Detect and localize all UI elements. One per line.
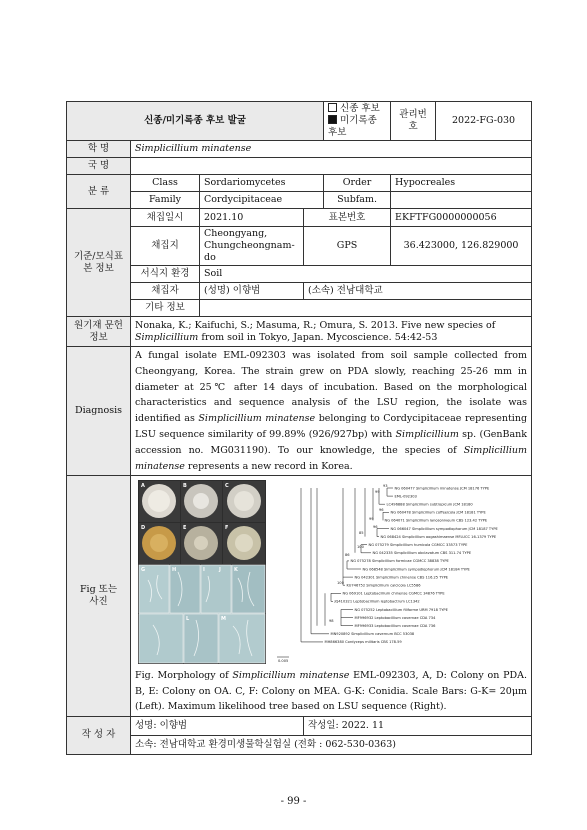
panel-letter: D [141, 525, 146, 532]
bootstrap-value: 99 [375, 490, 380, 495]
other-info-value [200, 300, 532, 317]
tree-taxon-label: EML-092303 [394, 494, 417, 499]
collect-site-line2: Chungcheongnam-do [204, 240, 295, 263]
panel-letter: E [183, 525, 187, 532]
family-value: Cordycipitaceae [200, 192, 324, 209]
specimen-label-line1: 기준/모식표 [73, 250, 124, 262]
checkbox-empty-icon [328, 103, 337, 112]
classification-row-2 [67, 192, 532, 209]
reference-genus: Simplicillium [135, 331, 199, 343]
habitat-label: 서식지 환경 [131, 266, 200, 283]
korean-name-value [131, 158, 532, 175]
panel-letter: K [234, 567, 238, 574]
panel-letter: I [203, 567, 205, 574]
class-label: Class [131, 175, 200, 192]
diagnosis-part4: represents a new record in Korea. [184, 460, 353, 472]
tree-taxon-label: MN920892 Simplicillium cavernum BCC 53038 [330, 632, 415, 637]
reference-label [67, 317, 131, 347]
gps-label: GPS [304, 227, 391, 266]
other-info-label: 기타 정보 [131, 300, 200, 317]
bootstrap-value: 96 [379, 508, 384, 513]
scientific-name-value: Simplicillium minatense [131, 141, 532, 158]
figure-label-line2: 사진 [89, 596, 108, 608]
author-date: 작성일: 2022. 11 [304, 716, 532, 735]
tree-taxon-label: NG 042301 Simplicillium chinense CBS 116.25 TYPE [354, 575, 449, 580]
panel-letter: F [225, 525, 229, 532]
panel-letter: G [141, 567, 146, 574]
panel-letter: J [219, 567, 221, 574]
specimen-label-line2: 본 정보 [83, 262, 114, 274]
subfam-value [391, 192, 532, 209]
figure-cell [131, 476, 532, 717]
panel-letter: B [183, 483, 187, 490]
option-new-species[interactable] [328, 103, 386, 115]
bootstrap-value: 100 [337, 581, 344, 586]
tree-taxon-label: MF996932 Leptobacillium cavernae CDA 734 [354, 616, 436, 621]
collect-site-value [200, 227, 304, 266]
habitat-row [67, 266, 532, 283]
tree-taxon-label: NG 060478 Simplicillium coffeeicola JCM 18181 TYPE [390, 510, 486, 515]
author-name: 성명: 이향범 [131, 716, 304, 735]
habitat-value: Soil [200, 266, 532, 283]
reference-label-line1: 원기재 문헌 [74, 319, 123, 331]
family-label: Family [131, 192, 200, 209]
reference-rest: from soil in Tokyo, Japan. Mycoscience. 54:42-53 [198, 331, 438, 343]
bootstrap-value: 96 [373, 525, 378, 530]
author-row-1 [67, 716, 532, 735]
diagnosis-part3: sp. (GenBank accession no. MG031190). To our knowledge, the species of [135, 428, 528, 456]
tree-scale-label: 0.005 [278, 659, 289, 664]
bootstrap-value: 93 [383, 484, 388, 489]
tree-taxon-label: JQ410321 Leptobacillium leptobactrum LC1342 [334, 600, 420, 605]
page-number: - 99 - [280, 796, 307, 807]
bootstrap-value: 98 [329, 619, 334, 624]
morphology-photo-panel [138, 480, 266, 664]
collect-site-row [67, 227, 532, 266]
tree-taxon-label: MF996933 Leptobacillium cavernae CDA 736 [354, 624, 436, 629]
collect-site-label: 채집지 [131, 227, 200, 266]
species-candidate-form [66, 101, 532, 755]
mgmt-no-label: 관리번호 [391, 102, 436, 141]
caption-part2: EML-092303, A, D: Colony on PDA. B, E: Colony on OA. C, F: Colony on MEA. G-K: Conidia. Scale Bars: G-K= 20μm (Left). Maximum likelihood tree based on LSU sequence (Right). [135, 670, 528, 713]
subfam-label: Subfam. [324, 192, 391, 209]
diagnosis-species1: Simplicillium minatense [198, 413, 316, 425]
reference-line1: Nonaka, K.; Kaifuchi, S.; Masuma, R.; Omura, S. 2013. Five new species of [135, 319, 496, 331]
collector-label: 채집자 [131, 283, 200, 300]
classification-row-1 [67, 175, 532, 192]
specimen-info-label [67, 209, 131, 317]
collector-affiliation: (소속) 전남대학교 [304, 283, 532, 300]
tree-taxon-label: KU746752 Simplicillium calcicola LC5586 [346, 583, 421, 588]
author-label: 작 성 자 [67, 716, 131, 754]
option-unrecorded-label: 미기록종 후보 [328, 115, 377, 138]
tree-taxon-label: NG 066047 Simplicillium sympodiophorum JCM 18187 TYPE [390, 527, 498, 532]
diagnosis-text [131, 347, 532, 476]
diagnosis-genus: Simplicillium [395, 428, 459, 440]
title-row [67, 102, 532, 141]
reference-label-line2: 정보 [89, 331, 108, 343]
phylogenetic-tree [271, 480, 499, 664]
bootstrap-value: 86 [345, 553, 350, 558]
tree-taxon-label: NG 068548 Simplicillium sympodiophorum JCM 18184 TYPE [362, 567, 470, 572]
specimen-no-label: 표본번호 [304, 209, 391, 227]
scientific-name-label: 학 명 [67, 141, 131, 158]
collect-site-line1: Cheongyang, [204, 228, 268, 239]
tree-taxon-label: NG 064071 Simplicillium lanosoniveum CBS 123.42 TYPE [384, 519, 488, 524]
tree-taxon-label: NG 042335 Simplicillium obclavatum CBS 311.74 TYPE [372, 551, 472, 556]
panel-letter: L [186, 616, 190, 623]
classification-label: 분 류 [67, 175, 131, 209]
form-title: 신종/미기록종 후보 발굴 [67, 102, 324, 141]
tree-taxon-label: NG 069101 Leptobacillium chinense CGMCC 34876 TYPE [342, 591, 445, 596]
korean-name-label: 국 명 [67, 158, 131, 175]
figure-label [67, 476, 131, 717]
diagnosis-row [67, 347, 532, 476]
author-affiliation: 소속: 전남대학교 환경미생물학실험실 (전화 : 062-530-0363) [131, 735, 532, 754]
figure-label-line1: Fig 또는 [79, 584, 118, 596]
tree-taxon-label: NG 075278 Simplicillium formicae CGMCC 38838 TYPE [350, 559, 449, 564]
tree-taxon-label: NG 068424 Simplicillium aogashimaense MFLUCC 16-1379 TYPE [380, 535, 497, 540]
other-info-row [67, 300, 532, 317]
author-row-2 [67, 735, 532, 754]
bootstrap-value: 100 [357, 545, 364, 550]
reference-row [67, 317, 532, 347]
caption-species: Simplicillium minatense [232, 670, 350, 682]
collect-date-row [67, 209, 532, 227]
panel-letter: A [141, 483, 145, 490]
tree-taxon-label: NG 060477 Simplicillium minatense JCM 18176 TYPE [394, 486, 490, 491]
figure-row [67, 476, 532, 717]
specimen-no-value: EKFTFG0000000056 [391, 209, 532, 227]
panel-letter: H [172, 567, 177, 574]
checkbox-filled-icon [328, 115, 337, 124]
caption-part1: Fig. Morphology of [135, 670, 233, 682]
order-value: Hypocreales [391, 175, 532, 192]
panel-letter: M [221, 616, 226, 623]
figure-area [135, 476, 527, 668]
tree-taxon-label: NG 075279 Simplicillium humicola CGMCC 33573 TYPE [368, 543, 468, 548]
diagnosis-label: Diagnosis [67, 347, 131, 476]
tree-taxon-label: MH866380 Cordyceps militaris CBS 178.59 [324, 640, 402, 645]
tree-taxon-label: LC496888 Simplicillium subtropicum JCM 18180 [386, 502, 473, 507]
collect-date-label: 채집일시 [131, 209, 200, 227]
diagnosis-part1: A fungal isolate EML-092303 was isolated from soil sample collected from Cheongyang, Korea. The strain grew on PDA slowly, reaching 25-26 mm in diameter at 25℃ after 14 days of incubation. Based on the morphological characteristics and sequence analysis of the LSU region, the isolate was identified as [135, 350, 528, 425]
tree-taxon-label: NG 075252 Leptobacillium filiforme URM 7918 TYPE [354, 608, 448, 613]
panel-letter: C [225, 483, 229, 490]
gps-value: 36.423000, 126.829000 [391, 227, 532, 266]
reference-value [131, 317, 532, 347]
order-label: Order [324, 175, 391, 192]
collect-date-value: 2021.10 [200, 209, 304, 227]
diagnosis-species2: Simplicillium minatense [135, 444, 528, 472]
bootstrap-value: 99 [369, 517, 374, 522]
option-unrecorded-species[interactable] [328, 115, 386, 139]
scientific-name-row [67, 141, 532, 158]
mgmt-no-value: 2022-FG-030 [436, 102, 532, 141]
option-new-label: 신종 후보 [340, 103, 380, 114]
bootstrap-value: 85 [359, 531, 364, 536]
class-value: Sordariomycetes [200, 175, 324, 192]
collector-name: (성명) 이향범 [200, 283, 304, 300]
diagnosis-part2: belonging to Cordycipitaceae representing LSU sequence similarity of 99.89% (926/927bp) with [135, 413, 528, 440]
figure-caption [135, 668, 527, 716]
collector-row [67, 283, 532, 300]
korean-name-row [67, 158, 532, 175]
candidate-options [324, 102, 391, 141]
